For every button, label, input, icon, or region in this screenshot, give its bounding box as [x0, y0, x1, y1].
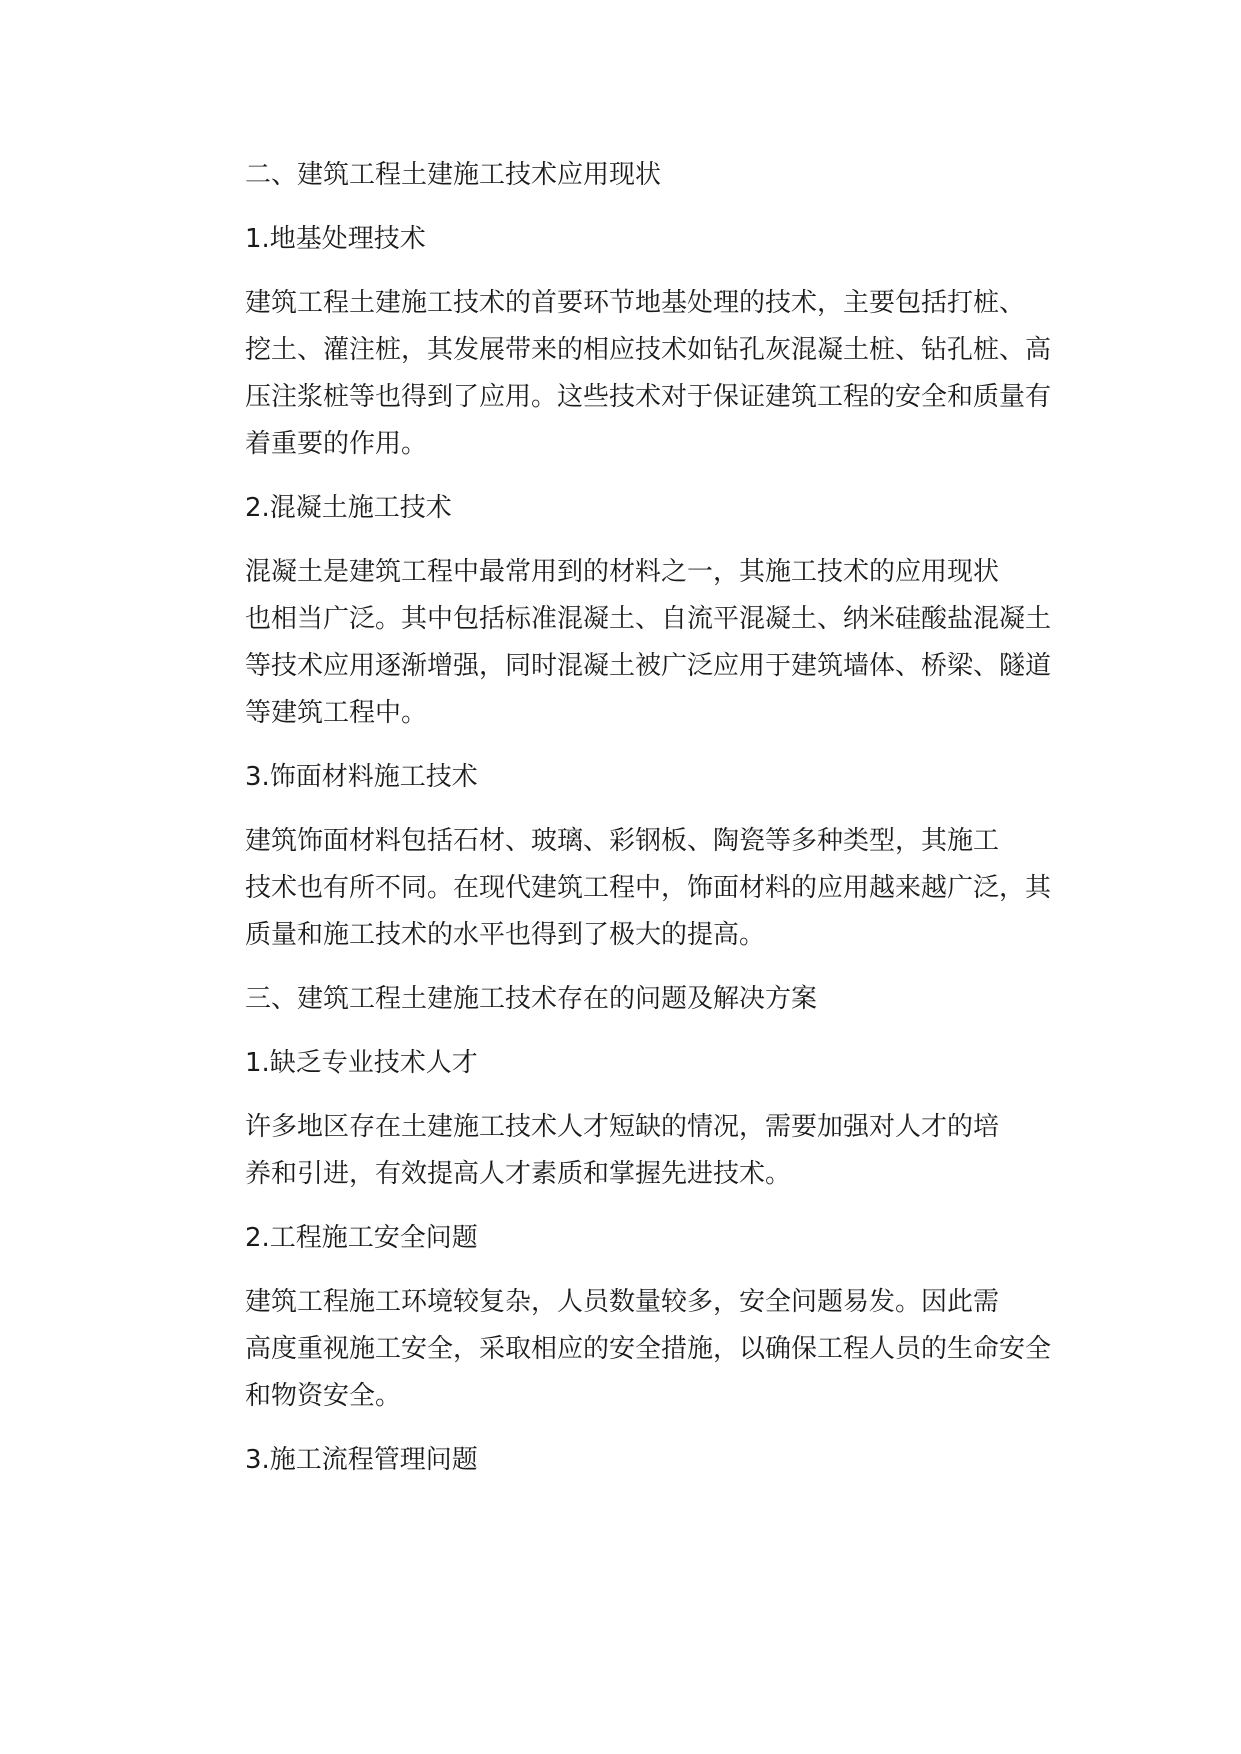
subheading-talent: 1.缺乏专业技术人才 [245, 1048, 478, 1078]
subheading-concrete: 2.混凝土施工技术 [245, 493, 452, 523]
text-line: 建筑饰面材料包括石材、玻璃、彩钢板、陶瓷等多种类型，其施工 [245, 826, 1000, 856]
text-line: 也相当广泛。其中包括标准混凝土、自流平混凝土、纳米硅酸盐混凝土 [245, 604, 1052, 634]
document-body [187, 152, 1067, 1501]
text-line: 建筑工程施工环境较复杂，人员数量较多，安全问题易发。因此需 [245, 1287, 1000, 1317]
text-line: 质量和施工技术的水平也得到了极大的提高。 [245, 920, 766, 950]
text-line: 压注浆桩等也得到了应用。这些技术对于保证建筑工程的安全和质量有 [245, 382, 1052, 412]
text-line: 高度重视施工安全，采取相应的安全措施，以确保工程人员的生命安全 [245, 1334, 1052, 1364]
text-line: 养和引进，有效提高人才素质和掌握先进技术。 [245, 1159, 792, 1189]
text-line: 技术也有所不同。在现代建筑工程中，饰面材料的应用越来越广泛，其 [245, 873, 1052, 903]
text-line: 建筑工程土建施工技术的首要环节地基处理的技术，主要包括打桩、 [245, 288, 1026, 318]
subheading-process-management: 3.施工流程管理问题 [245, 1445, 478, 1475]
subheading-foundation: 1.地基处理技术 [245, 224, 426, 254]
text-line: 挖土、灌注桩，其发展带来的相应技术如钻孔灰混凝土桩、钻孔桩、高 [245, 335, 1052, 365]
subheading-facing-materials: 3.饰面材料施工技术 [245, 762, 478, 792]
text-line: 和物资安全。 [245, 1381, 402, 1411]
section-heading-status: 二、建筑工程土建施工技术应用现状 [245, 160, 662, 190]
text-line: 等技术应用逐渐增强，同时混凝土被广泛应用于建筑墙体、桥梁、隧道 [245, 651, 1052, 681]
paragraph-foundation [187, 280, 1052, 468]
text-line: 着重要的作用。 [245, 429, 428, 459]
paragraph-talent [187, 1104, 1037, 1198]
subheading-safety: 2.工程施工安全问题 [245, 1223, 478, 1253]
text-line: 许多地区存在土建施工技术人才短缺的情况，需要加强对人才的培 [245, 1112, 1000, 1142]
paragraph-facing-materials [187, 818, 1052, 959]
paragraph-safety [187, 1279, 1052, 1420]
section-heading-problems: 三、建筑工程土建施工技术存在的问题及解决方案 [245, 984, 818, 1014]
text-line: 等建筑工程中。 [245, 698, 428, 728]
text-line: 混凝土是建筑工程中最常用到的材料之一，其施工技术的应用现状 [245, 557, 1000, 587]
paragraph-concrete [187, 549, 1052, 737]
